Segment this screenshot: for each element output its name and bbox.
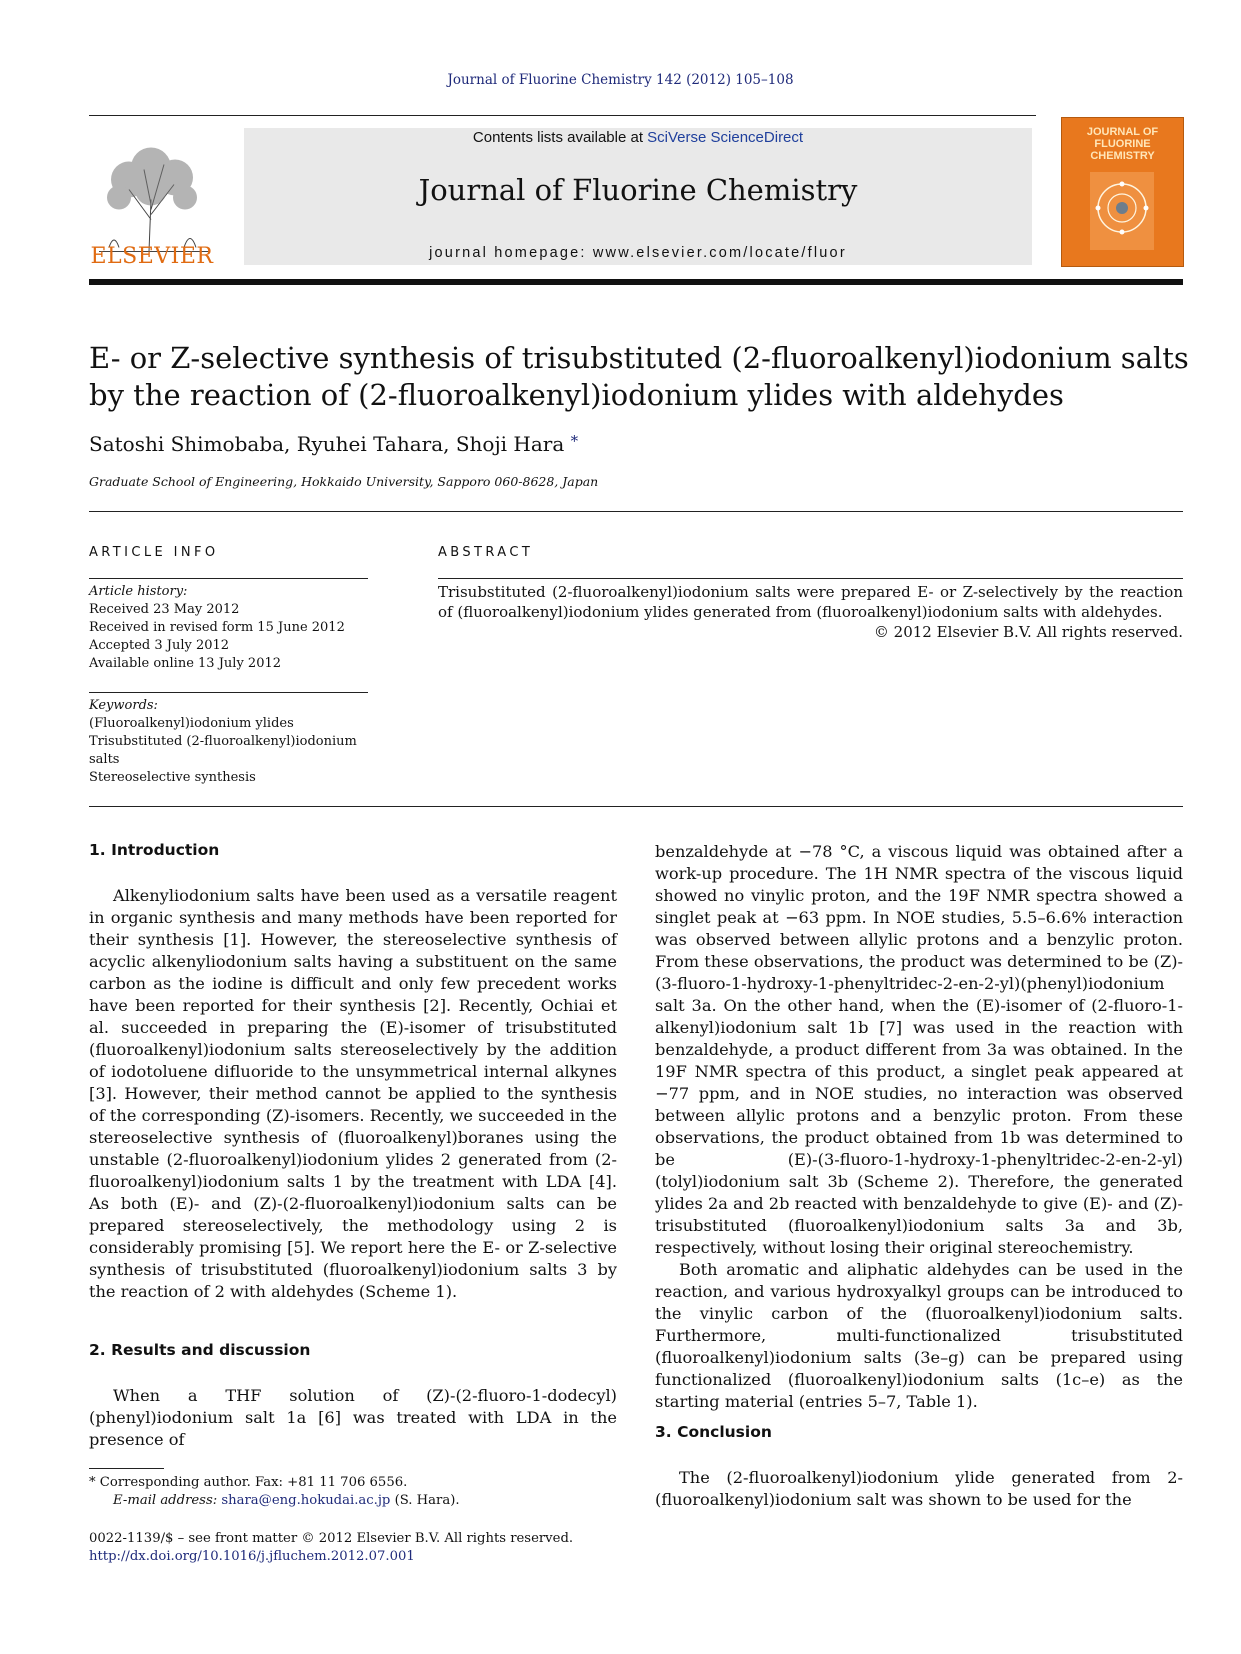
article-title: E- or Z-selective synthesis of trisubstituted (2-fluoroalkenyl)iodonium salts by the reaction of (2-fluoroalkenyl)iodonium ylides with aldehydes bbox=[89, 341, 1189, 412]
results-body-start bbox=[89, 1385, 617, 1451]
keyword-item: (Fluoroalkenyl)iodonium ylides bbox=[89, 716, 294, 731]
history-label: Article history: bbox=[89, 584, 188, 599]
sciencedirect-link[interactable]: SciVerse ScienceDirect bbox=[647, 129, 804, 146]
abstract-text: Trisubstituted (2-fluoroalkenyl)iodonium salts were prepared E- or Z-selectively by the reaction of (fluoroalkenyl)iodonium ylides generated from (fluoroalkenyl)iodonium salts with aldehydes. bbox=[438, 583, 1183, 621]
divider bbox=[89, 692, 368, 693]
elsevier-wordmark: ELSEVIER bbox=[90, 244, 214, 269]
section-heading-introduction: 1. Introduction bbox=[89, 841, 220, 859]
article-history bbox=[89, 583, 345, 673]
footnote-divider bbox=[89, 1468, 164, 1469]
authors-text: Satoshi Shimobaba, Ryuhei Tahara, Shoji Hara bbox=[89, 432, 565, 456]
history-item: Received in revised form 15 June 2012 bbox=[89, 620, 345, 635]
issn-text: 0022-1139/$ – see front matter © 2012 Elsevier B.V. All rights reserved. bbox=[89, 1531, 574, 1546]
paragraph: Alkenyliodonium salts have been used as a versatile reagent in organic synthesis and many methods have been reported for their synthesis [1]. However, the stereoselective synthesis of acyclic alkenyliodonium salts having a substituent on the same carbon as the iodine is difficult and only few precedent works have been reported for their synthesis [2]. Recently, Ochiai et al. succeeded in preparing the (E)-isomer of trisubstituted (fluoroalkenyl)iodonium salts stereoselectively by the addition of iodotoluene difluoride to the unsymmetrical internal alkynes [3]. However, their method cannot be applied to the synthesis of the corresponding (Z)-isomers. Recently, we succeeded in the stereoselective synthesis of (fluoroalkenyl)boranes using the unstable (2-fluoroalkenyl)iodonium ylides 2 generated from (2-fluoroalkenyl)iodonium salts 1 by the treatment with LDA [4]. As both (E)- and (Z)-(2-fluoroalkenyl)iodonium salts can be prepared stereoselectively, the methodology using 2 is considerably promising [5]. We report here the E- or Z-selective synthesis of trisubstituted (fluoroalkenyl)iodonium salts 3 by the reaction of 2 with aldehydes (Scheme 1). bbox=[89, 886, 617, 1301]
paragraph: When a THF solution of (Z)-(2-fluoro-1-dodecyl)(phenyl)iodonium salt 1a [6] was treated with LDA in the presence of bbox=[89, 1386, 617, 1449]
contents-available-line bbox=[244, 129, 1032, 146]
contents-prefix: Contents lists available at bbox=[472, 129, 648, 146]
cover-title: JOURNAL OF FLUORINE CHEMISTRY bbox=[1086, 126, 1159, 162]
paragraph: The (2-fluoroalkenyl)iodonium ylide generated from 2-(fluoroalkenyl)iodonium salt was shown to be used for the bbox=[655, 1468, 1183, 1509]
corresponding-text: Corresponding author. Fax: +81 11 706 6556. bbox=[99, 1475, 408, 1490]
atom-icon bbox=[1072, 166, 1172, 256]
doi-link[interactable]: http://dx.doi.org/10.1016/j.jfluchem.2012.07.001 bbox=[89, 1549, 415, 1564]
paragraph: benzaldehyde at −78 °C, a viscous liquid was obtained after a work-up procedure. The 1H NMR spectra of the viscous liquid showed no vinylic proton, and the 19F NMR spectra showed a singlet peak at −63 ppm. In NOE studies, 5.5–6.6% interaction was observed between allylic protons and a benzylic proton. From these observations, the product was determined to be (Z)-(3-fluoro-1-hydroxy-1-phenyltridec-2-en-2-yl)(phenyl)iodonium salt 3a. On the other hand, when the (E)-isomer of (2-fluoro-1-alkenyl)iodonium salt 1b [7] was used in the reaction with benzaldehyde, a product different from 3a was obtained. In the 19F NMR spectra of this product, a singlet peak appeared at −77 ppm, and in NOE studies, no interaction was observed between allylic protons and a benzylic proton. From these observations, the product obtained from 1b was determined to be (E)-(3-fluoro-1-hydroxy-1-phenyltridec-2-en-2-yl)(tolyl)iodonium salt 3b (Scheme 2). Therefore, the generated ylides 2a and 2b reacted with benzaldehyde to give (E)- and (Z)-trisubstituted (fluoroalkenyl)iodonium salts 3a and 3b, respectively, without losing their original stereochemistry. bbox=[655, 842, 1183, 1257]
section-heading-results: 2. Results and discussion bbox=[89, 1341, 311, 1359]
email-label: E-mail address: bbox=[113, 1493, 222, 1508]
paragraph: Both aromatic and aliphatic aldehydes can be used in the reaction, and various hydroxyalkyl groups can be introduced to the vinylic carbon of the (fluoroalkenyl)iodonium salts. Furthermore, multi-functionalized trisubstituted (fluoroalkenyl)iodonium salts (3e–g) can be prepared using functionalized (fluoroalkenyl)iodonium salts (1c–e) as the starting material (entries 5–7, Table 1). bbox=[655, 1260, 1183, 1411]
abstract-heading: ABSTRACT bbox=[438, 545, 534, 560]
divider bbox=[89, 578, 368, 579]
journal-citation[interactable]: Journal of Fluorine Chemistry 142 (2012) 105–108 bbox=[447, 72, 794, 88]
keyword-item: Trisubstituted (2-fluoroalkenyl)iodonium salts bbox=[89, 734, 357, 767]
email-link[interactable]: shara@eng.hokudai.ac.jp bbox=[221, 1493, 391, 1508]
divider bbox=[89, 511, 1183, 512]
divider bbox=[89, 806, 1183, 807]
section-heading-conclusion: 3. Conclusion bbox=[655, 1423, 772, 1441]
affiliation: Graduate School of Engineering, Hokkaido University, Sapporo 060-8628, Japan bbox=[89, 474, 599, 489]
journal-title: Journal of Fluorine Chemistry bbox=[418, 173, 858, 207]
email-suffix: (S. Hara). bbox=[390, 1493, 460, 1508]
article-info-heading: ARTICLE INFO bbox=[89, 545, 219, 560]
history-item: Accepted 3 July 2012 bbox=[89, 638, 230, 653]
journal-homepage[interactable]: journal homepage: www.elsevier.com/locate/fluor bbox=[429, 245, 847, 261]
top-divider bbox=[89, 115, 1036, 116]
keyword-item: Stereoselective synthesis bbox=[89, 770, 256, 785]
issn-doi-block bbox=[89, 1530, 573, 1566]
author-list bbox=[89, 432, 578, 456]
journal-cover-image bbox=[1061, 117, 1184, 267]
history-item: Received 23 May 2012 bbox=[89, 602, 240, 617]
keywords bbox=[89, 697, 368, 787]
abstract-copyright: © 2012 Elsevier B.V. All rights reserved. bbox=[873, 623, 1183, 641]
corresponding-author-mark[interactable]: * bbox=[570, 432, 579, 450]
header-thick-divider bbox=[89, 279, 1183, 285]
footnote-mark: * bbox=[89, 1475, 100, 1490]
keywords-label: Keywords: bbox=[89, 698, 158, 713]
introduction-body bbox=[89, 885, 617, 1303]
history-item: Available online 13 July 2012 bbox=[89, 656, 282, 671]
conclusion-body bbox=[655, 1467, 1183, 1511]
divider bbox=[438, 578, 1183, 579]
results-body-continued bbox=[655, 841, 1183, 1413]
corresponding-author-footnote bbox=[89, 1474, 460, 1510]
